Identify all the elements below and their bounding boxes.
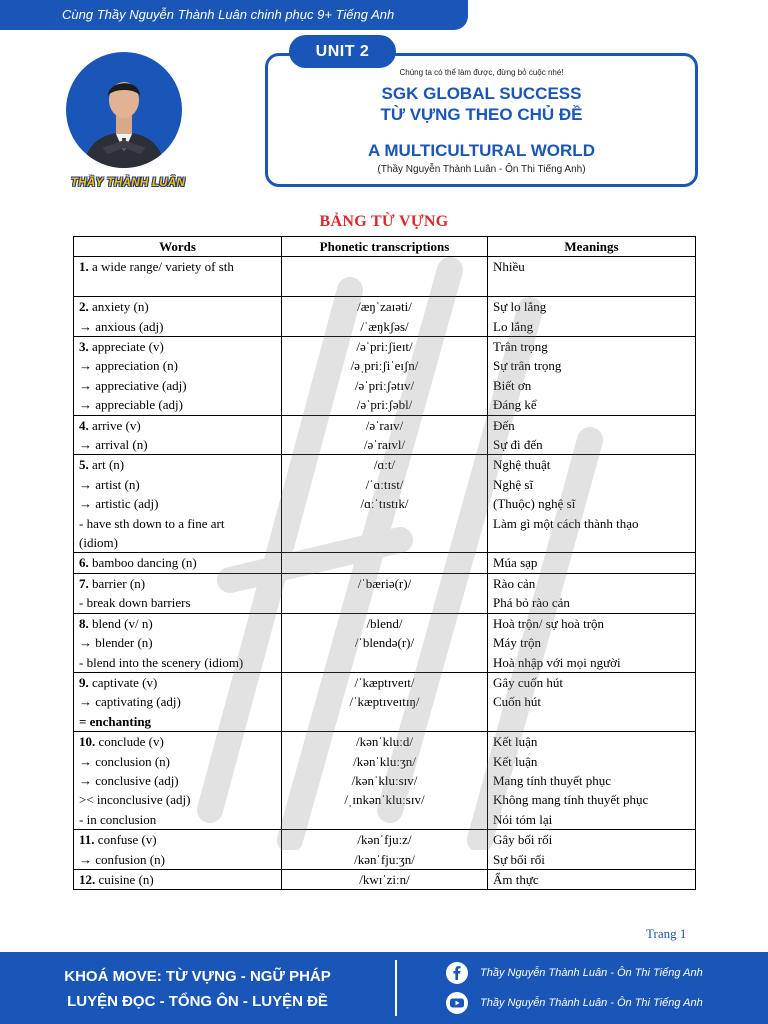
meaning-text: Nhiều xyxy=(493,259,525,275)
word-text: >< inconclusive (adj) xyxy=(79,792,191,808)
meaning-text: Nghệ thuật xyxy=(493,457,551,473)
word-entry xyxy=(79,574,276,593)
facebook-icon xyxy=(446,962,468,984)
table-row xyxy=(74,732,696,830)
meaning-text: Sự đi đến xyxy=(493,437,543,453)
meaning-cell xyxy=(488,297,696,337)
word-entry xyxy=(79,297,276,316)
word-entry xyxy=(79,633,276,652)
meaning-cell xyxy=(488,830,696,870)
word-cell xyxy=(74,830,282,870)
meaning-text: Máy trộn xyxy=(493,635,542,651)
table-row xyxy=(74,455,696,553)
word-text: cuisine (n) xyxy=(95,871,154,887)
word-text: arrive (v) xyxy=(88,417,141,433)
phonetic-cell xyxy=(282,573,488,613)
meaning-cell xyxy=(488,257,696,297)
phonetic-text: /kənˈkluːʒn/ xyxy=(353,753,416,769)
phonetic-text: /ˈblendə(r)/ xyxy=(354,635,415,651)
column-header-meanings: Meanings xyxy=(488,237,696,257)
table-row xyxy=(74,337,696,416)
meaning-cell xyxy=(488,613,696,672)
youtube-text: Thầy Nguyễn Thành Luân - Ôn Thi Tiếng Anh xyxy=(480,997,703,1009)
table-row xyxy=(74,869,696,889)
entry-number: 3. xyxy=(79,339,89,355)
phonetic-cell xyxy=(282,553,488,573)
entry-number: 6. xyxy=(79,555,89,571)
phonetic-text: /ˈkæptɪveɪtɪŋ/ xyxy=(349,694,420,710)
word-entry xyxy=(79,790,276,809)
table-row xyxy=(74,553,696,573)
phonetic-cell xyxy=(282,455,488,553)
word-text: → artist (n) xyxy=(79,476,140,492)
table-row xyxy=(74,297,696,337)
phonetic-text: /kənˈkluːsɪv/ xyxy=(351,772,418,788)
entry-number: 8. xyxy=(79,615,89,631)
entry-number: 11. xyxy=(79,832,95,848)
phonetic-cell xyxy=(282,337,488,416)
word-text: - have sth down to a fine art xyxy=(79,515,225,531)
meaning-text: Đến xyxy=(493,417,515,433)
table-row xyxy=(74,257,696,297)
entry-number: 1. xyxy=(79,259,89,275)
entry-number: 4. xyxy=(79,417,89,433)
word-text: = enchanting xyxy=(79,713,152,729)
phonetic-text: /kənˈfjuːz/ xyxy=(357,832,412,848)
word-text: → captivating (adj) xyxy=(79,694,181,710)
word-entry xyxy=(79,533,276,552)
word-entry xyxy=(79,830,276,849)
youtube-icon xyxy=(446,992,468,1014)
table-header-row xyxy=(74,237,696,257)
table-row xyxy=(74,573,696,613)
phonetic-text: /əˌpriːʃiˈeɪʃn/ xyxy=(350,358,419,374)
column-header-words: Words xyxy=(74,237,282,257)
meaning-text: Hoà trộn/ sự hoà trộn xyxy=(493,615,605,631)
word-text: barrier (n) xyxy=(88,575,146,591)
banner-text: Cùng Thầy Nguyễn Thành Luân chinh phục 9+ Tiếng Anh xyxy=(62,7,395,22)
word-entry xyxy=(79,810,276,829)
table-title: BẢNG TỪ VỰNG xyxy=(319,213,449,230)
word-entry xyxy=(79,317,276,336)
word-cell xyxy=(74,297,282,337)
meaning-text: Kết luận xyxy=(493,734,538,750)
word-text: → appreciative (adj) xyxy=(79,377,187,393)
word-text: blend (v/ n) xyxy=(88,615,153,631)
word-text: → confusion (n) xyxy=(79,851,165,867)
table-row xyxy=(74,672,696,731)
word-text: → appreciable (adj) xyxy=(79,397,183,413)
course-line-2: LUYỆN ĐỌC - TỔNG ÔN - LUYỆN ĐỀ xyxy=(67,993,328,1010)
meaning-cell xyxy=(488,455,696,553)
phonetic-text: /əˈpriːʃətɪv/ xyxy=(354,377,415,393)
phonetic-text: /əˈpriːʃieɪt/ xyxy=(356,339,413,355)
author: (Thầy Nguyễn Thành Luân - Ôn Thi Tiếng Anh) xyxy=(377,164,586,175)
page-number: Trang 1 xyxy=(646,926,687,941)
word-entry xyxy=(79,870,276,889)
avatar xyxy=(66,52,184,170)
meaning-text: Biết ơn xyxy=(493,377,532,393)
meaning-text: Múa sạp xyxy=(493,555,538,571)
word-cell xyxy=(74,869,282,889)
entry-number: 5. xyxy=(79,457,89,473)
phonetic-text: /əˈpriːʃəbl/ xyxy=(356,397,413,413)
phonetic-text: /əˈraɪv/ xyxy=(365,417,404,433)
word-text: anxiety (n) xyxy=(88,299,149,315)
word-text: appreciate (v) xyxy=(88,339,164,355)
facebook-text: Thầy Nguyễn Thành Luân - Ôn Thi Tiếng Anh xyxy=(480,967,703,979)
meaning-text: Gây bối rối xyxy=(493,832,553,848)
meaning-text: Gây cuốn hút xyxy=(493,674,564,690)
phonetic-cell xyxy=(282,732,488,830)
meaning-text: Không mang tính thuyết phục xyxy=(493,792,649,808)
meaning-text: Sự lo lắng xyxy=(493,299,547,315)
word-entry xyxy=(79,376,276,395)
word-entry xyxy=(79,732,276,751)
book-title: SGK GLOBAL SUCCESS xyxy=(381,84,582,103)
phonetic-text: /əˈraɪvl/ xyxy=(363,437,406,453)
meaning-text: Đáng kể xyxy=(493,397,537,413)
meaning-text: Sự bối rối xyxy=(493,851,545,867)
word-text: → artistic (adj) xyxy=(79,496,159,512)
word-entry xyxy=(79,771,276,790)
meaning-text: Kết luận xyxy=(493,753,538,769)
word-text: → blender (n) xyxy=(79,635,153,651)
column-header-phonetic: Phonetic transcriptions xyxy=(282,237,488,257)
word-text: - in conclusion xyxy=(79,811,157,827)
footer-divider xyxy=(395,960,397,1016)
phonetic-text: /ɑːt/ xyxy=(373,457,396,473)
word-text: - break down barriers xyxy=(79,595,191,611)
word-cell xyxy=(74,573,282,613)
word-entry xyxy=(79,475,276,494)
course-line-1: KHOÁ MOVE: TỪ VỰNG - NGỮ PHÁP xyxy=(64,968,331,985)
word-entry xyxy=(79,712,276,731)
word-entry xyxy=(79,494,276,513)
word-entry xyxy=(79,593,276,612)
word-cell xyxy=(74,672,282,731)
facebook-link[interactable] xyxy=(446,962,703,984)
meaning-cell xyxy=(488,415,696,455)
phonetic-text: /ˈbæriə(r)/ xyxy=(357,575,412,591)
word-entry xyxy=(79,850,276,869)
teacher-name: THẦY THÀNH LUÂN xyxy=(70,177,186,189)
phonetic-text: /ˈæŋkʃəs/ xyxy=(360,318,409,334)
unit-title: A MULTICULTURAL WORLD xyxy=(368,141,595,160)
word-text: → arrival (n) xyxy=(79,437,148,453)
meaning-cell xyxy=(488,869,696,889)
word-entry xyxy=(79,514,276,533)
vocabulary-table xyxy=(73,236,696,890)
topic-subtitle: TỪ VỰNG THEO CHỦ ĐỀ xyxy=(380,105,583,124)
meaning-text: Cuốn hút xyxy=(493,694,542,710)
word-cell xyxy=(74,337,282,416)
footer xyxy=(0,952,768,1024)
word-text: → appreciation (n) xyxy=(79,358,178,374)
meaning-cell xyxy=(488,732,696,830)
word-entry xyxy=(79,435,276,454)
course-info xyxy=(0,964,395,1014)
word-text: art (n) xyxy=(88,457,125,473)
meaning-text: Mang tính thuyết phục xyxy=(493,772,612,788)
word-cell xyxy=(74,732,282,830)
table-body xyxy=(74,257,696,890)
word-entry xyxy=(79,257,276,276)
unit-tag: UNIT 2 xyxy=(289,35,396,68)
phonetic-text: /æŋˈzaɪəti/ xyxy=(357,299,412,315)
meaning-text: Rào cản xyxy=(493,575,536,591)
word-cell xyxy=(74,553,282,573)
entry-number: 12. xyxy=(79,871,96,887)
entry-number: 7. xyxy=(79,575,89,591)
phonetic-cell xyxy=(282,297,488,337)
word-entry xyxy=(79,337,276,356)
phonetic-text: /ɑːˈtɪstɪk/ xyxy=(360,496,409,512)
entry-number: 9. xyxy=(79,674,89,690)
phonetic-cell xyxy=(282,672,488,731)
teacher-photo xyxy=(66,52,182,168)
meaning-text: Trân trọng xyxy=(493,339,548,355)
word-text: → conclusion (n) xyxy=(79,753,170,769)
motto: Chúng ta có thể làm được, đừng bỏ cuộc nhé! xyxy=(399,68,564,77)
phonetic-cell xyxy=(282,830,488,870)
word-text: - blend into the scenery (idiom) xyxy=(79,654,244,670)
meaning-text: Ẩm thực xyxy=(493,871,539,887)
phonetic-text: /kwɪˈziːn/ xyxy=(359,871,410,887)
meaning-text: (Thuộc) nghệ sĩ xyxy=(493,496,576,512)
word-entry xyxy=(79,692,276,711)
meaning-text: Phá bỏ rào cản xyxy=(493,595,570,611)
table-row xyxy=(74,415,696,455)
table-row xyxy=(74,830,696,870)
word-entry xyxy=(79,614,276,633)
meaning-cell xyxy=(488,573,696,613)
meaning-text: Nói tóm lại xyxy=(493,811,553,827)
youtube-link[interactable] xyxy=(446,992,703,1014)
word-text: → anxious (adj) xyxy=(79,318,164,334)
meaning-cell xyxy=(488,672,696,731)
word-text: (idiom) xyxy=(79,535,118,551)
phonetic-cell xyxy=(282,613,488,672)
meaning-text: Làm gì một cách thành thạo xyxy=(493,515,639,531)
word-entry xyxy=(79,752,276,771)
word-entry xyxy=(79,553,276,572)
word-entry xyxy=(79,455,276,474)
phonetic-text: /kənˈkluːd/ xyxy=(355,734,414,750)
meaning-text: Lo lắng xyxy=(493,318,534,334)
phonetic-text: /ˌɪnkənˈkluːsɪv/ xyxy=(344,792,425,808)
entry-number: 2. xyxy=(79,299,89,315)
meaning-cell xyxy=(488,337,696,416)
word-text: confuse (v) xyxy=(94,832,157,848)
word-text: captivate (v) xyxy=(88,674,158,690)
word-entry xyxy=(79,356,276,375)
meaning-text: Nghệ sĩ xyxy=(493,476,534,492)
cell-spacer xyxy=(79,277,276,296)
entry-number: 10. xyxy=(79,734,96,750)
word-text: → conclusive (adj) xyxy=(79,772,179,788)
word-entry xyxy=(79,653,276,672)
phonetic-cell xyxy=(282,869,488,889)
word-entry xyxy=(79,395,276,414)
phonetic-text: /ˈɑːtɪst/ xyxy=(365,476,404,492)
word-text: conclude (v) xyxy=(95,734,164,750)
word-entry xyxy=(79,673,276,692)
word-text: bamboo dancing (n) xyxy=(88,555,197,571)
word-cell xyxy=(74,455,282,553)
phonetic-cell xyxy=(282,415,488,455)
meaning-cell xyxy=(488,553,696,573)
word-cell xyxy=(74,415,282,455)
meaning-text: Hoà nhập với mọi người xyxy=(493,654,621,670)
phonetic-text: /kənˈfjuːʒn/ xyxy=(354,851,415,867)
word-text: a wide range/ variety of sth xyxy=(88,259,234,275)
word-cell xyxy=(74,257,282,297)
table-row xyxy=(74,613,696,672)
phonetic-text: /ˈkæptɪveɪt/ xyxy=(354,674,415,690)
top-banner xyxy=(0,0,468,30)
word-cell xyxy=(74,613,282,672)
phonetic-text: /blend/ xyxy=(366,615,403,631)
meaning-text: Sự trân trọng xyxy=(493,358,562,374)
phonetic-cell xyxy=(282,257,488,297)
word-entry xyxy=(79,416,276,435)
